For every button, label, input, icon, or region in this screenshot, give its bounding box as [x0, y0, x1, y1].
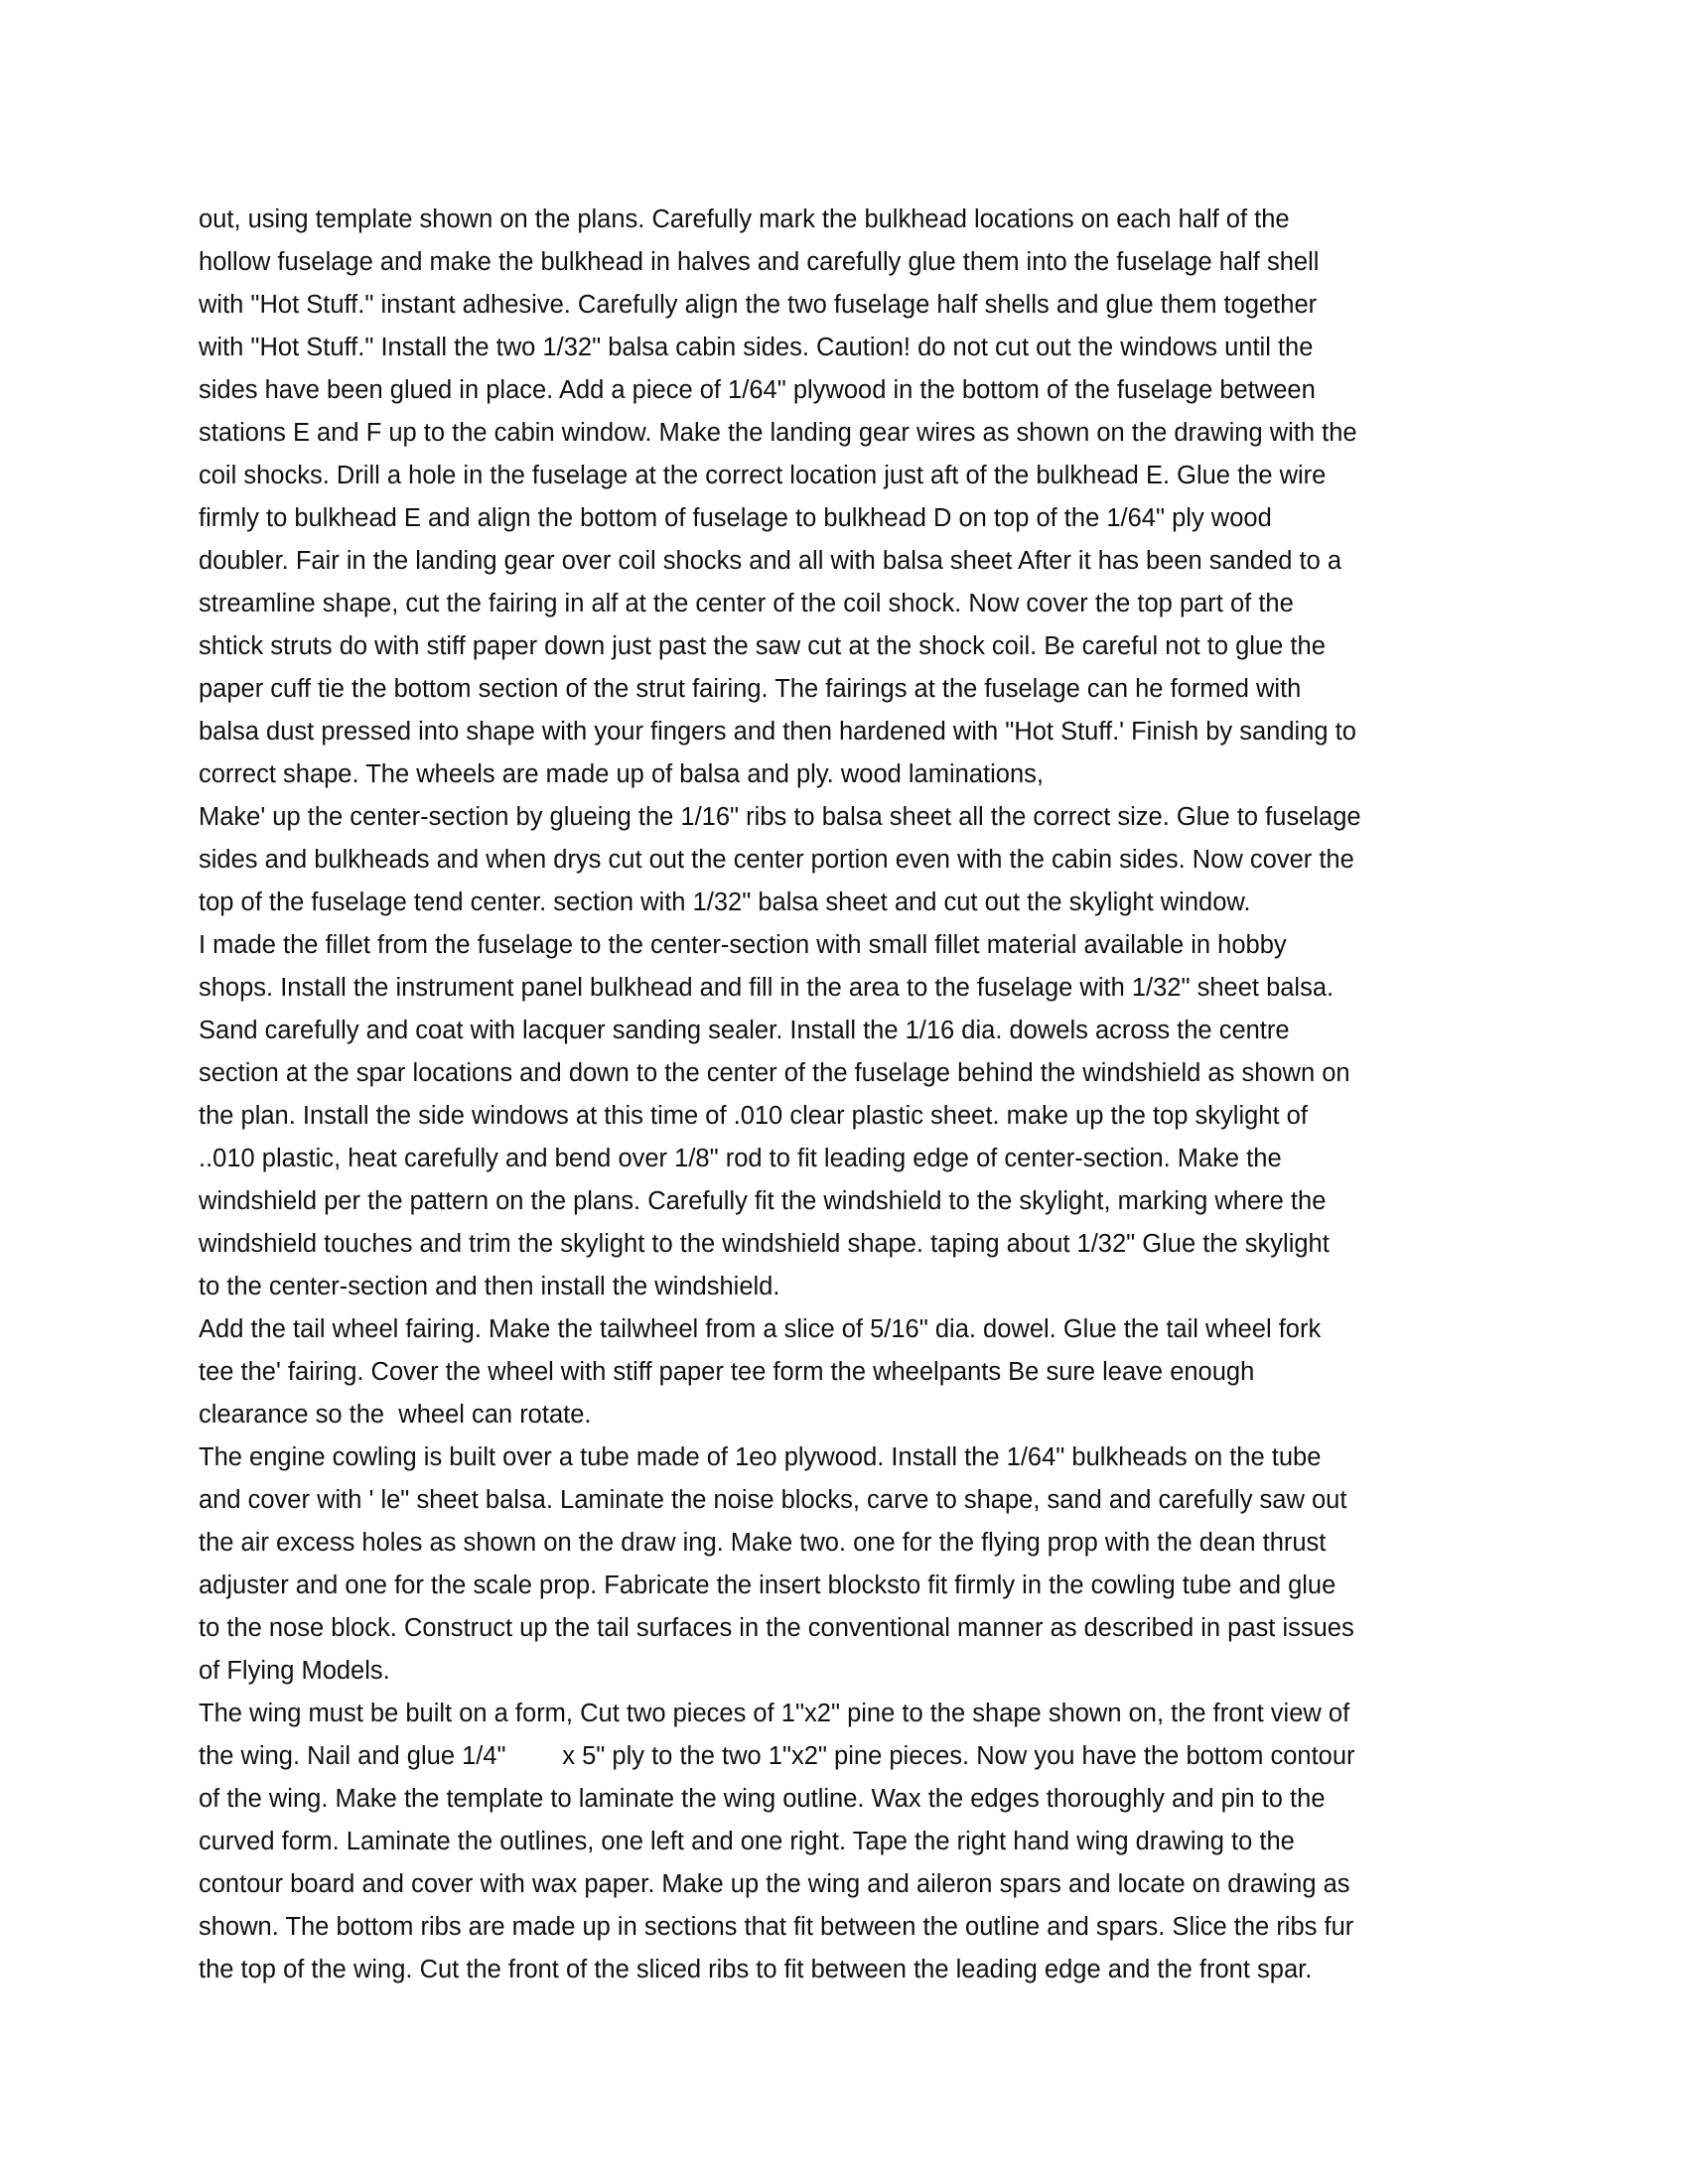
text-line: correct shape. The wheels are made up of balsa and ply. wood laminations, — [199, 760, 1044, 788]
text-line: adjuster and one for the scale prop. Fabricate the insert blocksto fit firmly in the cowling tube and glue — [199, 1571, 1336, 1599]
text-line: coil shocks. Drill a hole in the fuselage at the correct location just aft of the bulkhead E. Glue the wire — [199, 462, 1327, 489]
text-line: clearance so the wheel can rotate. — [199, 1401, 592, 1429]
text-line: tee the' fairing. Cover the wheel with stiff paper tee form the wheelpants Be sure leave enough — [199, 1358, 1255, 1386]
text-line: of Flying Models. — [199, 1657, 390, 1685]
text-line: windshield touches and trim the skylight to the windshield shape. taping about 1/32" Glue the skylight — [199, 1230, 1330, 1258]
text-line: firmly to bulkhead E and align the bottom of fuselage to bulkhead D on top of the 1/64" ply wood — [199, 504, 1272, 532]
text-line: streamline shape, cut the fairing in alf at the center of the coil shock. Now cover the top part of the — [199, 590, 1294, 617]
text-line: to the center-section and then install the windshield. — [199, 1273, 780, 1300]
text-line: with "Hot Stuff." instant adhesive. Carefully align the two fuselage half shells and glue them together — [199, 291, 1318, 319]
text-line: of the wing. Make the template to laminate the wing outline. Wax the edges thoroughly and pin to the — [199, 1785, 1326, 1813]
text-line: ..010 plastic, heat carefully and bend over 1/8" rod to fit leading edge of center-section. Make the — [199, 1145, 1282, 1172]
text-line: with "Hot Stuff." Install the two 1/32" balsa cabin sides. Caution! do not cut out the windows until the — [199, 334, 1314, 361]
text-line: The engine cowling is built over a tube made of 1eo plywood. Install the 1/64" bulkheads on the tube — [199, 1443, 1322, 1471]
text-line: contour board and cover with wax paper. Make up the wing and aileron spars and locate on drawing as — [199, 1870, 1350, 1898]
text-line: windshield per the pattern on the plans. Carefully fit the windshield to the skylight, marking where the — [199, 1187, 1327, 1215]
text-line: paper cuff tie the bottom section of the strut fairing. The fairings at the fuselage can he formed with — [199, 675, 1302, 703]
text-line: section at the spar locations and down to the center of the fuselage behind the windshield as shown on — [199, 1059, 1350, 1087]
text-line: top of the fuselage tend center. section with 1/32" balsa sheet and cut out the skylight window. — [199, 888, 1251, 916]
body-text — [199, 199, 1499, 1991]
text-line: shown. The bottom ribs are made up in sections that fit between the outline and spars. Slice the ribs fur — [199, 1913, 1354, 1941]
text-line: Sand carefully and coat with lacquer sanding sealer. Install the 1/16 dia. dowels across the centre — [199, 1017, 1290, 1044]
text-line: to the nose block. Construct up the tail surfaces in the conventional manner as described in past issues — [199, 1614, 1354, 1642]
text-line: shops. Install the instrument panel bulkhead and fill in the area to the fuselage with 1/32" sheet balsa. — [199, 974, 1335, 1002]
text-line: the top of the wing. Cut the front of the sliced ribs to fit between the leading edge and the front spar. — [199, 1956, 1313, 1983]
text-line: Add the tail wheel fairing. Make the tailwheel from a slice of 5/16" dia. dowel. Glue the tail wheel fork — [199, 1315, 1322, 1343]
text-line: out, using template shown on the plans. Carefully mark the bulkhead locations on each half of the — [199, 205, 1290, 233]
text-line: the wing. Nail and glue 1/4" x 5" ply to the two 1"x2" pine pieces. Now you have the bottom contour — [199, 1742, 1355, 1770]
text-line: The wing must be built on a form, Cut two pieces of 1"x2" pine to the shape shown on, the front view of — [199, 1700, 1350, 1727]
text-line: shtick struts do with stiff paper down just past the saw cut at the shock coil. Be careful not to glue the — [199, 632, 1326, 660]
text-line: the plan. Install the side windows at this time of .010 clear plastic sheet. make up the top skylight of — [199, 1102, 1308, 1130]
text-line: Make' up the center-section by glueing the 1/16" ribs to balsa sheet all the correct size. Glue to fuselage — [199, 803, 1361, 831]
text-line: curved form. Laminate the outlines, one left and one right. Tape the right hand wing drawing to the — [199, 1828, 1295, 1855]
text-line: balsa dust pressed into shape with your fingers and then hardened with "Hot Stuff.' Finish by sanding to — [199, 718, 1356, 746]
text-line: I made the fillet from the fuselage to the center-section with small fillet material available in hobby — [199, 931, 1287, 959]
text-line: hollow fuselage and make the bulkhead in halves and carefully glue them into the fuselage half shell — [199, 248, 1320, 276]
text-line: the air excess holes as shown on the draw ing. Make two. one for the flying prop with the dean thrust — [199, 1529, 1327, 1557]
text-line: and cover with ' le" sheet balsa. Laminate the noise blocks, carve to shape, sand and carefully saw out — [199, 1486, 1347, 1514]
text-line: doubler. Fair in the landing gear over coil shocks and all with balsa sheet After it has been sanded to a — [199, 547, 1342, 575]
text-line: sides and bulkheads and when drys cut out the center portion even with the cabin sides. Now cover the — [199, 846, 1354, 874]
text-line: stations E and F up to the cabin window. Make the landing gear wires as shown on the drawing with the — [199, 419, 1357, 447]
text-line: sides have been glued in place. Add a piece of 1/64" plywood in the bottom of the fuselage between — [199, 376, 1316, 404]
